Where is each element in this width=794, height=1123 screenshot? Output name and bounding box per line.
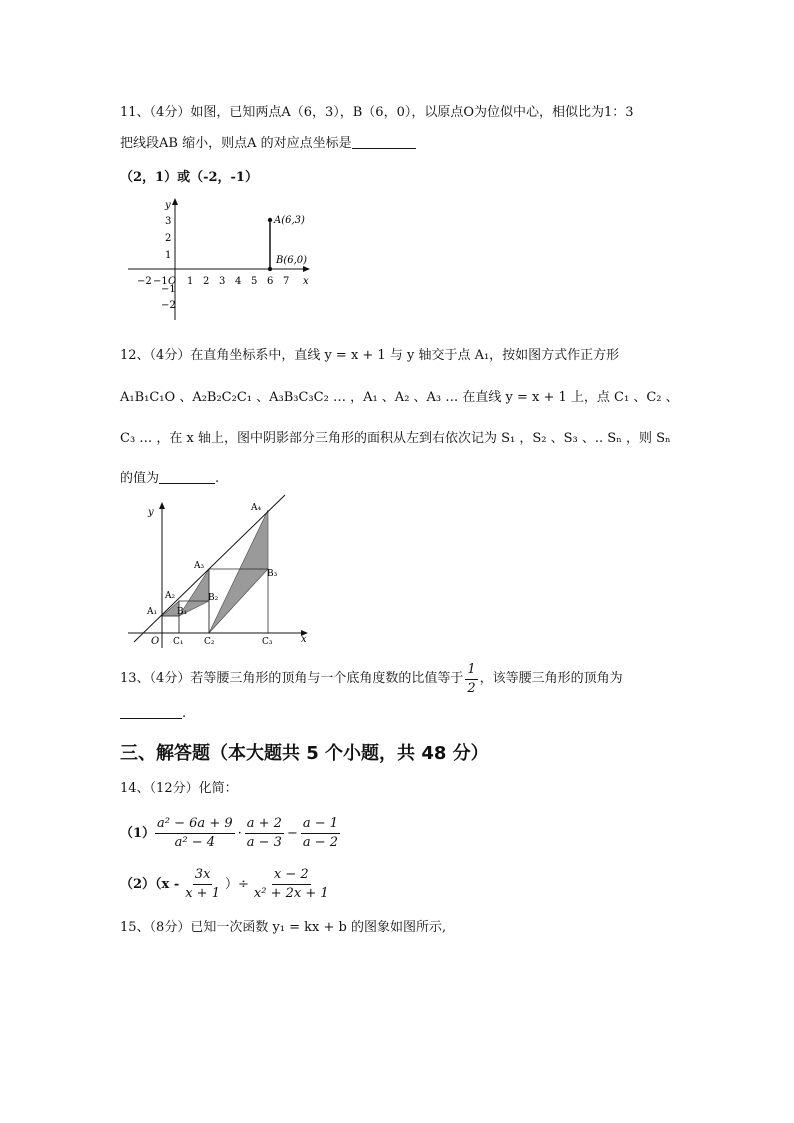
- q11-x-tick: 3: [219, 276, 226, 287]
- q14-p2-mid: ）÷: [224, 876, 249, 892]
- q11-answer: （2，1）或（-2，-1）: [120, 170, 258, 185]
- q11-x-arrow-icon: [303, 266, 310, 272]
- q14-p1-frac2: [245, 816, 284, 851]
- q14-part1-label: （1）: [120, 825, 156, 841]
- q13-fraction-den: 2: [467, 680, 476, 696]
- q12-label-c3: C₃: [262, 637, 273, 647]
- q12-line4: 的值为 .: [120, 471, 220, 486]
- q11-point-b: [268, 267, 272, 271]
- q14-p2-frac2-den: x² + 2x + 1: [253, 886, 329, 901]
- q12-square-1: [162, 616, 179, 633]
- q12-answer-blank: [159, 469, 215, 484]
- q12-label-a1: A₁: [147, 607, 158, 617]
- q13-fraction: [465, 662, 477, 697]
- q11-line1: 11、（4分）如图，已知两点A（6，3），B（6，0），以原点O为位似中心，相似比为1：3: [120, 105, 634, 120]
- q14-p1-frac3-num: a − 1: [301, 816, 340, 834]
- q14-p2-frac1-den: x + 1: [185, 886, 220, 901]
- q14-title: 14、（12分）化简：: [120, 781, 238, 796]
- q13-fraction-num: 1: [465, 662, 477, 680]
- q13-answer-blank: [120, 704, 182, 719]
- q11-y-label: y: [165, 200, 171, 211]
- q11-y-tick: −2: [161, 300, 176, 311]
- q13-prefix: 13、（4分）若等腰三角形的顶角与一个底角度数的比值等于: [120, 671, 464, 686]
- q14-p1-frac1-den: a² − 4: [174, 835, 216, 850]
- q11-y-tick: 2: [165, 233, 172, 244]
- q12-line3: C₃ … ，在 x 轴上，图中阴影部分三角形的面积从左到右依次记为 S₁ ，S₂ 、S₃ 、.. Sₙ ，则 Sₙ: [120, 431, 671, 446]
- q14-part2-label: （2）（x -: [120, 876, 180, 892]
- q11-figure: [120, 192, 320, 324]
- q14-p1-frac3: [301, 816, 340, 851]
- q11-point-a: [268, 218, 272, 222]
- q14-p2-frac1: [183, 867, 222, 902]
- q12-y-label: y: [148, 507, 154, 518]
- q12-shade-s3: [209, 510, 268, 633]
- q12-x-label: x: [301, 634, 307, 645]
- q12-label-b1: B₁: [177, 607, 188, 617]
- q12-label-c2: C₂: [204, 637, 215, 647]
- q12-label-c1: C₁: [173, 637, 184, 647]
- q11-label-a: A(6,3): [274, 215, 305, 226]
- q12-label-b3: B₃: [267, 569, 278, 579]
- q12-label-a4: A₄: [251, 503, 262, 513]
- q11-origin-label: O: [168, 276, 177, 287]
- section-title: 三、解答题（本大题共 5 个小题，共 48 分）: [120, 743, 489, 764]
- q14-p1-frac1-num: a² − 6a + 9: [155, 816, 235, 834]
- q11-y-tick: 1: [165, 250, 172, 261]
- q11-y-tick: 3: [165, 216, 172, 227]
- q11-x-tick: 6: [267, 276, 274, 287]
- q14-p1-dot: ·: [237, 825, 242, 841]
- q15-text: 15、（8分）已知一次函数 y₁ = kx + b 的图象如图所示,: [120, 920, 447, 935]
- q12-label-b2: B₂: [208, 593, 219, 603]
- q12-y-arrow-icon: [159, 502, 165, 509]
- q11-line2: [120, 134, 416, 153]
- q11-x-tick: −2: [137, 276, 152, 287]
- q11-x-label: x: [303, 276, 309, 287]
- q13-suffix: ，该等腰三角形的顶角为: [479, 671, 623, 686]
- q12-figure: [120, 490, 315, 650]
- q11-x-tick: 2: [203, 276, 210, 287]
- q14-part2: [120, 867, 331, 902]
- q12-origin-label: O: [151, 636, 160, 647]
- q14-p2-frac2: [252, 867, 331, 902]
- q14-p2-frac1-num: 3x: [193, 867, 213, 885]
- q11-y-arrow-icon: [172, 198, 178, 205]
- q12-line1: 12、（4分）在直角坐标系中，直线 y = x + 1 与 y 轴交于点 A₁，按如图方式作正方形: [120, 348, 620, 363]
- q11-label-b: B(6,0): [276, 255, 308, 266]
- q13-line1: [120, 661, 623, 697]
- q11-line2-text: 把线段AB 缩小，则点A 的对应点坐标是: [120, 136, 352, 151]
- q14-p1-frac3-den: a − 2: [302, 835, 339, 850]
- q11-x-tick: 4: [235, 276, 242, 287]
- q14-p1-minus: −: [286, 825, 298, 841]
- q14-p1-frac1: [155, 816, 235, 851]
- q12-label-a3: A₃: [194, 561, 205, 571]
- q11-x-tick: 5: [251, 276, 258, 287]
- q12-label-a2: A₂: [165, 591, 176, 601]
- q11-x-tick: −1: [153, 276, 168, 287]
- q12-line2: A₁B₁C₁O 、A₂B₂C₂C₁ 、A₃B₃C₃C₂ … ，A₁ 、A₂ 、A₃ … 在直线 y = x + 1 上，点 C₁ 、C₂ 、: [120, 390, 679, 405]
- q11-x-tick: 1: [187, 276, 194, 287]
- q13-line2: .: [120, 704, 186, 723]
- q11-y-tick: −1: [161, 284, 176, 295]
- q14-p2-frac2-num: x − 2: [272, 867, 311, 885]
- q14-part1: [120, 816, 340, 851]
- q11-answer-blank: [352, 134, 416, 149]
- q11-x-tick: 7: [283, 276, 290, 287]
- q14-p1-frac2-den: a − 3: [246, 835, 282, 850]
- q12-line4-text: 的值为: [120, 471, 160, 486]
- q14-p1-frac2-num: a + 2: [245, 816, 284, 834]
